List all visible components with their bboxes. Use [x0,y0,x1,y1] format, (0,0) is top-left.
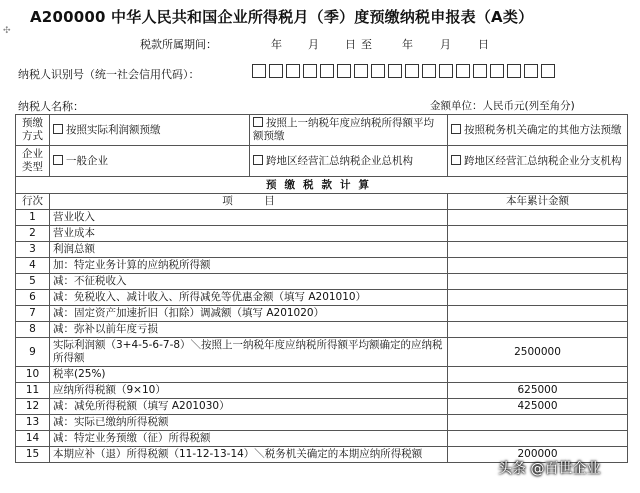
row-number: 12 [16,399,50,415]
row-number: 9 [16,338,50,367]
tin-input-boxes[interactable] [252,64,555,80]
row-number: 4 [16,258,50,274]
table-row [16,383,628,399]
row-amount-field[interactable] [448,258,628,274]
row-amount-field[interactable]: 425000 [448,399,628,415]
table-row [16,338,628,367]
method-label: 预缴方式 [16,115,50,146]
form-title: A200000 中华人民共和国企业所得税月（季）度预缴纳税申报表（A类） [30,8,534,26]
watermark: 头条 @百世企业 [498,461,601,477]
row-item: 利润总额 [50,242,448,258]
row-item: 减：免税收入、减计收入、所得减免等优惠金额（填写 A201010） [50,290,448,306]
row-number: 11 [16,383,50,399]
tin-digit-box[interactable] [320,64,334,78]
row-amount-field[interactable] [448,367,628,383]
table-row [16,431,628,447]
tin-digit-box[interactable] [269,64,283,78]
checkbox-icon[interactable] [253,117,263,127]
tin-digit-box[interactable] [286,64,300,78]
tin-digit-box[interactable] [303,64,317,78]
row-number: 8 [16,322,50,338]
period-year-1: 年 [271,38,282,51]
row-item: 营业成本 [50,226,448,242]
row-number: 14 [16,431,50,447]
row-amount-field[interactable] [448,431,628,447]
tin-label: 纳税人识别号（统一社会信用代码）： [18,68,200,81]
row-item: 减：实际已缴纳所得税额 [50,415,448,431]
period-to: 至 [361,38,372,51]
row-number: 6 [16,290,50,306]
row-number: 7 [16,306,50,322]
checkbox-icon[interactable] [253,155,263,165]
enterprise-type-label: 企业类型 [16,146,50,177]
row-amount-field[interactable]: 200000 [448,447,628,463]
column-header-row [16,194,628,210]
row-number: 13 [16,415,50,431]
method-option-prior-year-average[interactable]: 按照上一纳税年度应纳税所得额平均额预缴 [250,115,448,146]
row-amount-field[interactable]: 625000 [448,383,628,399]
row-item: 减：减免所得税额（填写 A201030） [50,399,448,415]
enterprise-option-branch[interactable]: 跨地区经营汇总纳税企业分支机构 [448,146,628,177]
table-row [16,258,628,274]
row-amount-field[interactable] [448,415,628,431]
table-row [16,306,628,322]
move-handle-icon: ✣ [3,26,11,36]
table-row [16,322,628,338]
row-number: 2 [16,226,50,242]
tin-digit-box[interactable] [541,64,555,78]
column-header-row-no: 行次 [16,194,50,210]
row-item: 应纳所得税额（9×10） [50,383,448,399]
method-option-tax-authority[interactable]: 按照税务机关确定的其他方法预缴 [448,115,628,146]
tin-digit-box[interactable] [337,64,351,78]
checkbox-icon[interactable] [53,124,63,134]
enterprise-option-general[interactable]: 一般企业 [50,146,250,177]
tin-digit-box[interactable] [507,64,521,78]
checkbox-icon[interactable] [451,124,461,134]
table-row [16,290,628,306]
tin-digit-box[interactable] [388,64,402,78]
tin-digit-box[interactable] [490,64,504,78]
period-day-2: 日 [478,38,489,51]
row-number: 15 [16,447,50,463]
table-row [16,226,628,242]
row-number: 3 [16,242,50,258]
column-header-item: 项 目 [50,194,448,210]
tax-rows [16,210,628,463]
row-item: 减：特定业务预缴（征）所得税额 [50,431,448,447]
tin-digit-box[interactable] [354,64,368,78]
period-day-1: 日 [345,38,356,51]
row-item: 本期应补（退）所得税额（11-12-13-14）＼税务机关确定的本期应纳所得税额 [50,447,448,463]
tin-digit-box[interactable] [524,64,538,78]
section-title: 预缴税款计算 [16,177,628,194]
enterprise-type-row [16,146,628,177]
row-amount-field[interactable] [448,210,628,226]
row-amount-field[interactable] [448,274,628,290]
row-amount-field[interactable] [448,290,628,306]
checkbox-icon[interactable] [53,155,63,165]
table-row [16,399,628,415]
table-row [16,367,628,383]
enterprise-option-head-office[interactable]: 跨地区经营汇总纳税企业总机构 [250,146,448,177]
method-option-actual-profit[interactable]: 按照实际利润额预缴 [50,115,250,146]
row-amount-field[interactable] [448,226,628,242]
period-year-2: 年 [402,38,413,51]
tin-digit-box[interactable] [405,64,419,78]
table-row [16,242,628,258]
amount-unit-label: 金额单位：人民币元(列至角分) [430,100,575,112]
row-item: 减：固定资产加速折旧（扣除）调减额（填写 A201020） [50,306,448,322]
period-label: 税款所属期间： [140,38,217,51]
checkbox-icon[interactable] [451,155,461,165]
tin-digit-box[interactable] [473,64,487,78]
row-item: 营业收入 [50,210,448,226]
tin-digit-box[interactable] [456,64,470,78]
tin-digit-box[interactable] [252,64,266,78]
column-header-amount: 本年累计金额 [448,194,628,210]
period-month-2: 月 [440,38,451,51]
payer-name-label: 纳税人名称： [18,100,84,113]
row-item: 加：特定业务计算的应纳税所得额 [50,258,448,274]
row-amount-field[interactable] [448,322,628,338]
row-amount-field[interactable]: 2500000 [448,338,628,367]
table-row [16,274,628,290]
period-month-1: 月 [308,38,319,51]
row-item: 税率(25%) [50,367,448,383]
table-row [16,210,628,226]
row-number: 5 [16,274,50,290]
tin-digit-box[interactable] [422,64,436,78]
table-row [16,415,628,431]
method-row [16,115,628,146]
tin-digit-box[interactable] [371,64,385,78]
row-number: 10 [16,367,50,383]
row-item: 减：弥补以前年度亏损 [50,322,448,338]
row-item: 减：不征税收入 [50,274,448,290]
section-title-row [16,177,628,194]
tin-digit-box[interactable] [439,64,453,78]
row-amount-field[interactable] [448,242,628,258]
row-number: 1 [16,210,50,226]
row-amount-field[interactable] [448,306,628,322]
row-item: 实际利润额（3+4-5-6-7-8）＼按照上一纳税年度应纳税所得额平均额确定的应纳税所得额 [50,338,448,367]
prepayment-form-table [15,114,628,463]
